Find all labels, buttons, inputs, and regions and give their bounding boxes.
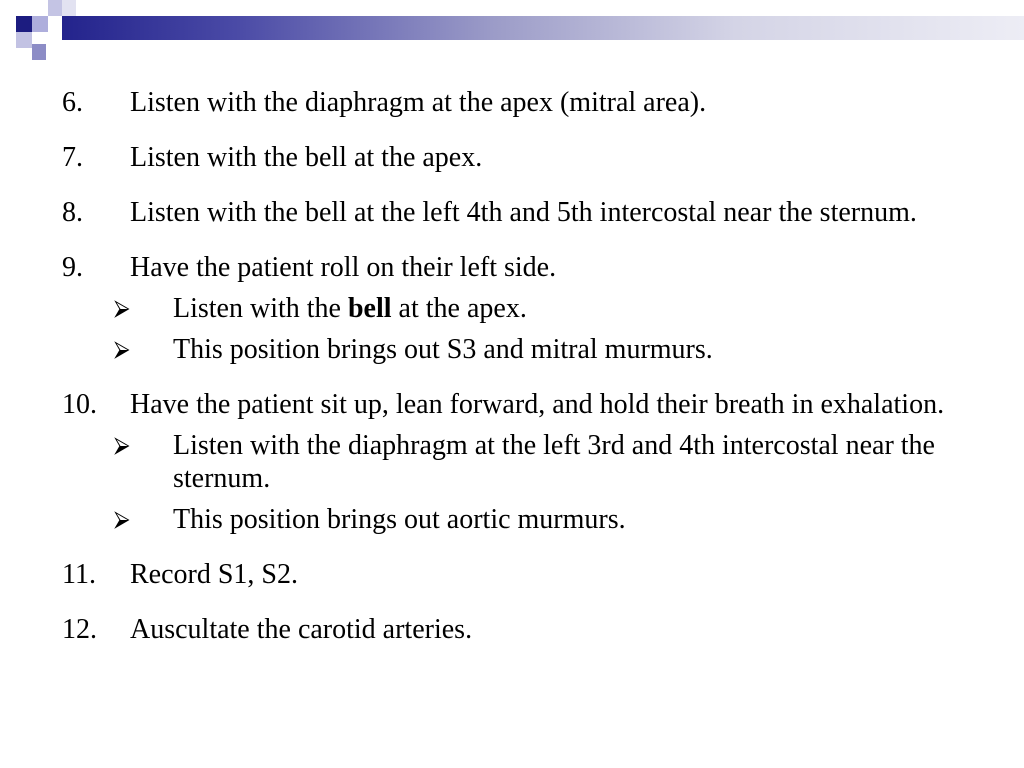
sub-list-item (114, 292, 992, 325)
arrowhead-bullet-icon: ⮚ (114, 507, 130, 532)
sub-item-text: Listen with the diaphragm at the left 3rd and 4th intercostal near the sternum. (173, 430, 935, 494)
sub-item-text-post: at the apex. (391, 293, 527, 324)
arrowhead-bullet-icon: ⮚ (114, 296, 130, 321)
decorative-square (16, 16, 32, 32)
decorative-square (16, 32, 32, 48)
sub-list (114, 429, 992, 536)
numbered-list (62, 86, 992, 668)
item-number: 8. (62, 197, 83, 228)
sub-list-item (114, 333, 992, 366)
list-item (62, 558, 992, 591)
decorative-square (48, 0, 62, 16)
item-number: 11. (62, 559, 96, 590)
item-text: Listen with the bell at the left 4th and 5th intercostal near the sternum. (130, 197, 917, 228)
decorative-square (62, 0, 76, 16)
item-text: Have the patient sit up, lean forward, and hold their breath in exhalation. (130, 389, 945, 420)
item-text: Record S1, S2. (130, 559, 298, 590)
arrowhead-bullet-icon: ⮚ (114, 433, 130, 458)
sub-list-item (114, 429, 992, 495)
header-gradient-bar (62, 16, 1024, 40)
decorative-square (32, 16, 48, 32)
sub-list-item (114, 503, 992, 536)
list-item (62, 388, 992, 536)
sub-item-text: This position brings out S3 and mitral murmurs. (173, 334, 713, 365)
list-item (62, 613, 992, 646)
sub-item-text-bold: bell (347, 293, 392, 324)
item-number: 12. (62, 614, 97, 645)
sub-list (114, 292, 992, 366)
item-text: Listen with the diaphragm at the apex (mitral area). (130, 87, 707, 118)
item-text: Auscultate the carotid arteries. (130, 614, 473, 645)
item-number: 6. (62, 87, 83, 118)
item-number: 9. (62, 252, 83, 283)
arrowhead-bullet-icon: ⮚ (114, 337, 130, 362)
list-item (62, 196, 992, 229)
list-item (62, 141, 992, 174)
item-text: Have the patient roll on their left side. (130, 252, 557, 283)
list-item (62, 86, 992, 119)
decorative-square (32, 44, 46, 60)
sub-item-text: This position brings out aortic murmurs. (173, 504, 626, 535)
item-number: 10. (62, 389, 97, 420)
sub-item-text-pre: Listen with the (173, 293, 348, 324)
item-text: Listen with the bell at the apex. (130, 142, 483, 173)
list-item (62, 251, 992, 366)
item-number: 7. (62, 142, 83, 173)
